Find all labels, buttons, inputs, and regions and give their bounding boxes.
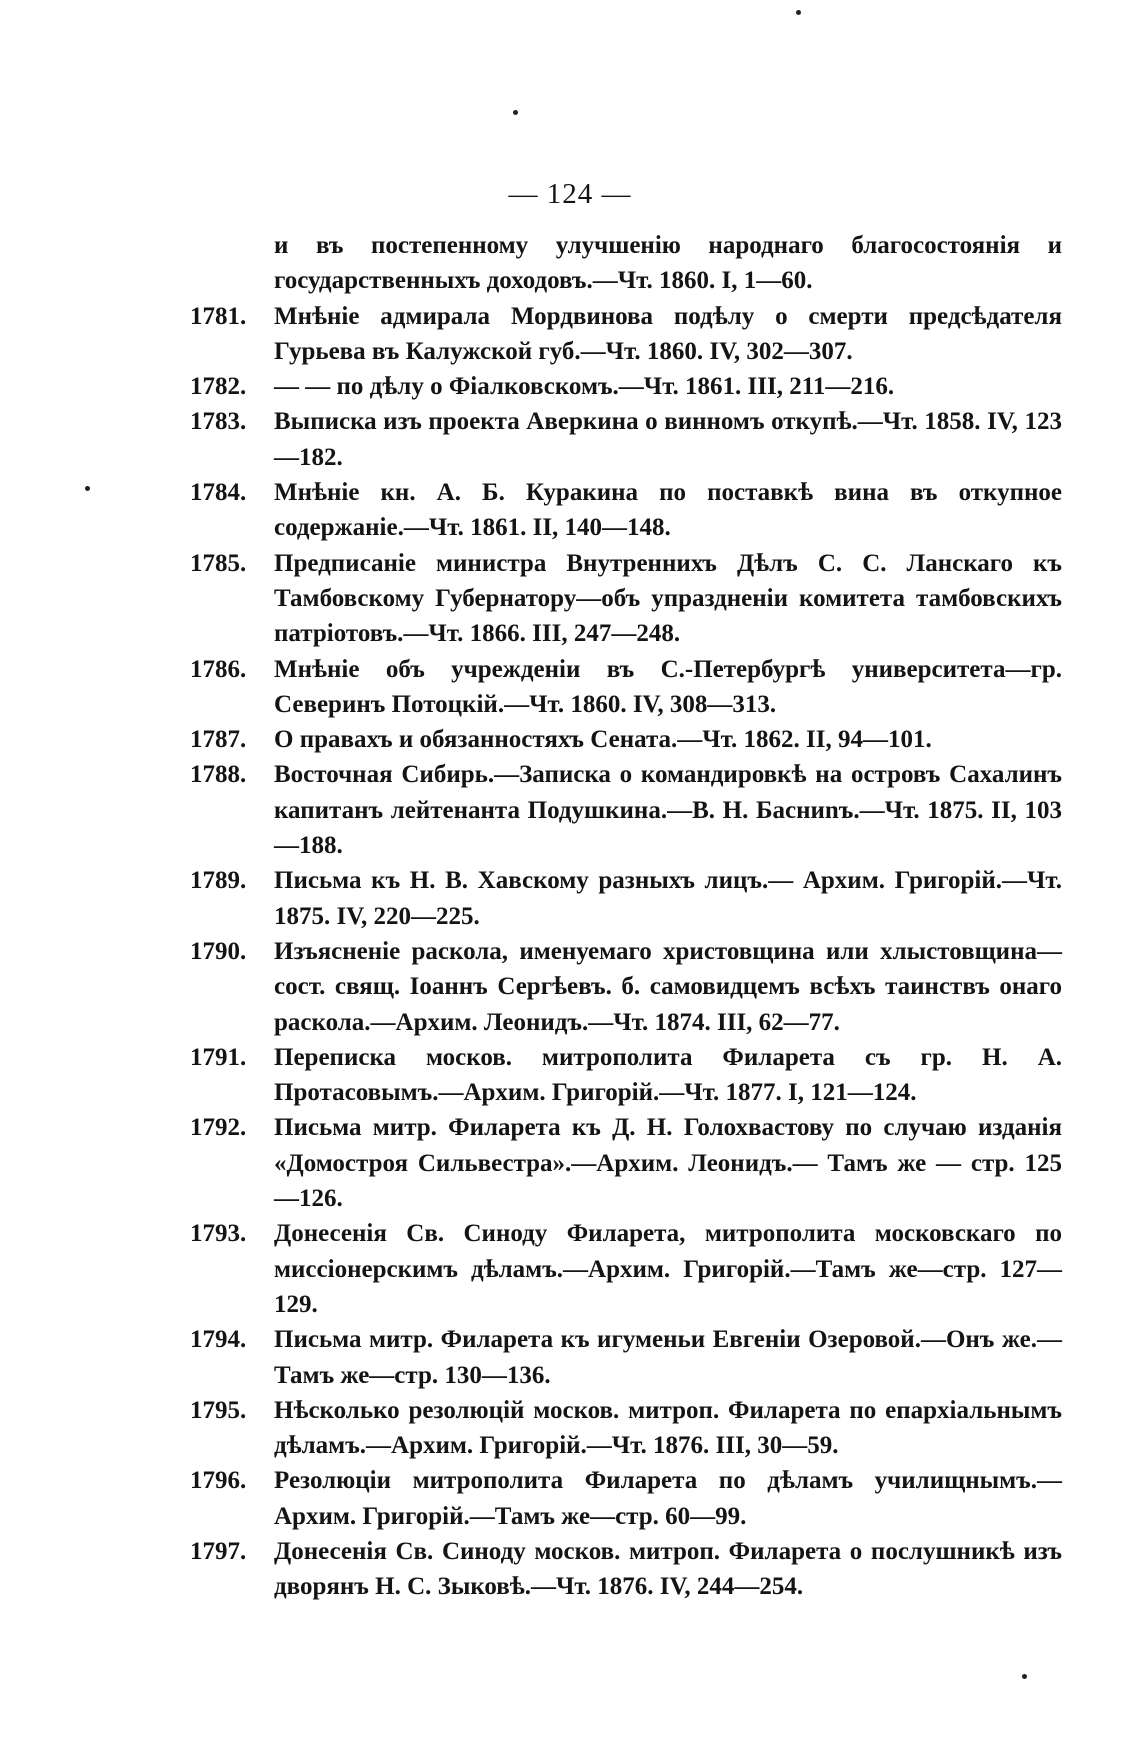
list-item	[190, 1216, 1062, 1322]
list-item	[190, 934, 1062, 1040]
entry-number: 1789.	[190, 867, 247, 895]
entry-number: 1788.	[190, 761, 247, 789]
list-item	[190, 863, 1062, 934]
list-item	[190, 1110, 1062, 1216]
list-item	[190, 404, 1062, 475]
entry-number: 1790.	[190, 937, 247, 965]
entry-number: 1785.	[190, 549, 247, 577]
list-item	[190, 757, 1062, 863]
entry-text: Предписаніе министра Внутреннихъ Дѣлъ С. С. Ланскаго къ Тамбовскому Губернатору—объ упраздненіи комитета тамбовскихъ патріотовъ.—Чт. 1866. III, 247—248.	[274, 549, 1062, 648]
entry-number: 1796.	[190, 1467, 247, 1495]
list-item	[190, 1322, 1062, 1393]
list-item	[190, 722, 1062, 757]
entry-text: и въ постепенному улучшенію народнаго благосостоянія и государственныхъ доходовъ.—Чт. 1860. I, 1—60.	[274, 232, 1062, 295]
entry-text: — — по дѣлу о Фіалковскомъ.—Чт. 1861. III, 211—216.	[274, 373, 895, 401]
list-item	[190, 369, 1062, 404]
specks	[513, 110, 518, 115]
entry-text: Восточная Сибирь.—Записка о командировкѣ на островъ Сахалинъ капитанъ лейтенанта Подушкина.—В. Н. Басниnъ.—Чт. 1875. II, 103—188.	[274, 761, 1062, 860]
list-item	[190, 299, 1062, 370]
specks	[85, 486, 90, 491]
list-item	[190, 1040, 1062, 1111]
entry-text: Мнѣніе кн. А. Б. Куракина по поставкѣ вина въ откупное содержаніе.—Чт. 1861. II, 140—148.	[274, 479, 1062, 542]
entry-list	[190, 228, 1062, 1605]
entry-text: Письма митр. Филарета къ Д. Н. Голохвастову по случаю изданія «Домостроя Сильвестра».—Архим. Леонидъ.— Тамъ же — стр. 125—126.	[274, 1114, 1062, 1213]
list-item	[190, 1393, 1062, 1464]
list-item	[190, 652, 1062, 723]
specks	[1022, 1674, 1027, 1679]
entry-number: 1782.	[190, 373, 247, 401]
entry-number: 1791.	[190, 1043, 247, 1071]
list-item	[190, 1534, 1062, 1605]
entry-number: 1786.	[190, 655, 247, 683]
entry-number: 1783.	[190, 408, 247, 436]
entry-number: 1793.	[190, 1220, 247, 1248]
entry-text: Выписка изъ проекта Аверкина о винномъ откупѣ.—Чт. 1858. IV, 123—182.	[274, 408, 1062, 471]
entry-number: 1787.	[190, 726, 247, 754]
entry-text: Мнѣніе адмирала Мордвинова подѣлу о смерти предсѣдателя Гурьева въ Калужской губ.—Чт. 1860. IV, 302—307.	[274, 302, 1062, 365]
entry-number: 1797.	[190, 1537, 247, 1565]
list-item	[190, 1463, 1062, 1534]
entry-text: Письма митр. Филарета къ игуменьи Евгеніи Озеровой.—Онъ же.—Тамъ же—стр. 130—136.	[274, 1326, 1062, 1389]
page-number: — 124 —	[508, 178, 632, 210]
entry-number: 1792.	[190, 1114, 247, 1142]
entry-text: Изъясненіе раскола, именуемаго христовщина или хлыстовщина—сост. свящ. Іоаннъ Сергѣевъ. б. самовидцемъ всѣхъ таинствъ онаго раскола.—Архим. Леонидъ.—Чт. 1874. III, 62—77.	[274, 937, 1062, 1036]
specks	[796, 10, 801, 15]
entry-number: 1781.	[190, 302, 247, 330]
entry-text: Нѣсколько резолюцій москов. митроп. Филарета по епархіальнымъ дѣламъ.—Архим. Григорій.—Чт. 1876. III, 30—59.	[274, 1396, 1062, 1460]
list-item	[190, 546, 1062, 652]
list-item	[190, 475, 1062, 546]
entry-text: Письма къ Н. В. Хавскому разныхъ лицъ.— Архим. Григорій.—Чт. 1875. IV, 220—225.	[274, 867, 1062, 930]
entry-text: Донесенія Св. Синоду москов. митроп. Филарета о послушникѣ изъ дворянъ Н. С. Зыковѣ.—Чт. 1876. IV, 244—254.	[274, 1537, 1062, 1601]
entry-number: 1794.	[190, 1326, 247, 1354]
entry-number: 1784.	[190, 479, 247, 507]
entry-text: Резолюціи митрополита Филарета по дѣламъ училищнымъ.—Архим. Григорій.—Тамъ же—стр. 60—99.	[274, 1467, 1062, 1530]
entry-text: О правахъ и обязанностяхъ Сената.—Чт. 1862. II, 94—101.	[274, 726, 932, 754]
entry-text: Мнѣніе объ учрежденіи въ С.-Петербургѣ университета—гр. Северинъ Потоцкій.—Чт. 1860. IV, 308—313.	[274, 655, 1062, 718]
list-item	[190, 228, 1062, 299]
entry-number	[190, 228, 274, 299]
entry-text: Донесенія Св. Синоду Филарета, митрополита московскаго по миссіонерскимъ дѣламъ.—Архим. Григорій.—Тамъ же—стр. 127—129.	[274, 1220, 1062, 1318]
entry-number: 1795.	[190, 1396, 247, 1424]
entry-text: Переписка москов. митрополита Филарета съ гр. Н. А. Протасовымъ.—Архим. Григорій.—Чт. 1877. I, 121—124.	[274, 1043, 1062, 1107]
